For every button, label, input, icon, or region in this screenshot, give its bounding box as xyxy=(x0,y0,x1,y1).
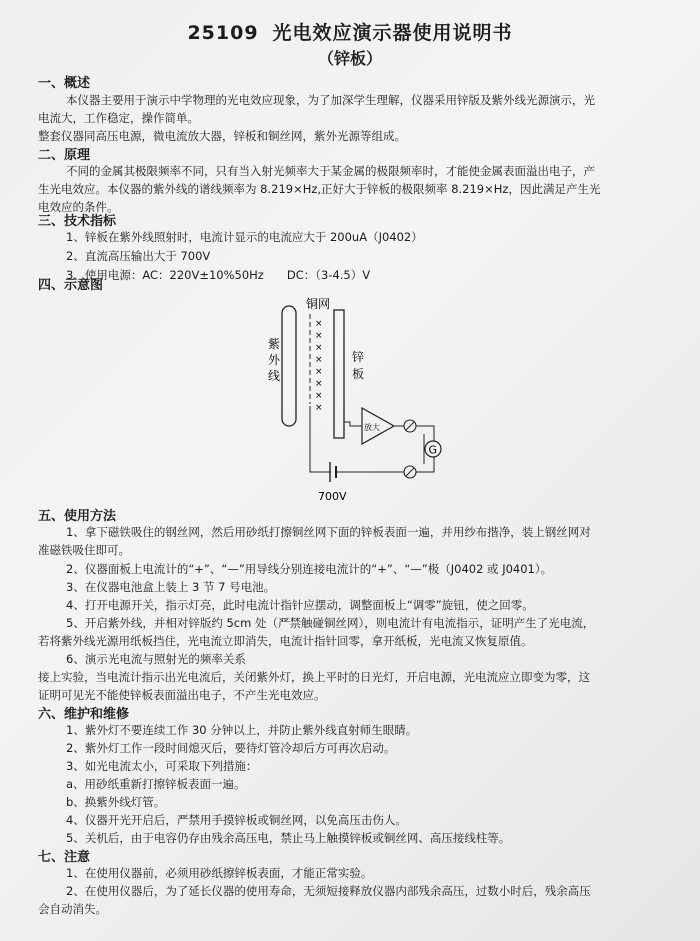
spec-line-2: 2、直流高压输出大于 700V xyxy=(66,249,211,263)
maintenance-line-5: b、换紫外线灯管。 xyxy=(66,795,166,809)
circuit-diagram xyxy=(240,296,460,508)
amplifier-label: 放大 xyxy=(364,423,380,432)
uv-label-char-1: 紫 xyxy=(268,337,281,351)
usage-line-8: 6、演示光电流与照射光的频率关系 xyxy=(66,652,246,666)
overview-line-3: 整套仪器同高压电源，微电流放大器，锌板和铜丝网，紫外光源等组成。 xyxy=(38,129,406,143)
heading-diagram: 四、示意图 xyxy=(38,278,104,293)
mesh-mark: × xyxy=(315,391,323,401)
mesh-mark: × xyxy=(315,331,323,341)
principle-line-1: 不同的金属其极限频率不同，只有当入射光频率大于某金属的极限频率时，才能使金属表面溢出电子，产 xyxy=(66,164,595,178)
heading-notes: 七、注意 xyxy=(38,850,91,865)
maintenance-line-4: a、用砂纸重新打擦锌板表面一遍。 xyxy=(66,777,246,791)
zinc-label-char-1: 锌 xyxy=(352,350,365,364)
spec-line-1: 1、锌板在紫外线照射时，电流计显示的电流应大于 200uA（J0402） xyxy=(66,230,423,244)
mesh-mark: × xyxy=(315,319,323,329)
uv-label-char-2: 外 xyxy=(268,353,281,367)
usage-line-4: 3、在仪器电池盒上装上 3 节 7 号电池。 xyxy=(66,580,276,594)
title-main: 光电效应演示器使用说明书 xyxy=(272,22,513,44)
maintenance-line-2: 2、紫外灯工作一段时间熄灭后，要待灯管冷却后方可再次启动。 xyxy=(66,741,396,755)
mesh-mark: × xyxy=(315,355,323,365)
mesh-mark: × xyxy=(315,343,323,353)
spec-line-3: 3、使用电源：AC：220V±10%50Hz DC：（3-4.5）V xyxy=(66,268,371,282)
mesh-mark: × xyxy=(315,379,323,389)
product-code: 25109 xyxy=(187,22,259,44)
wire-mesh-battery xyxy=(310,406,330,472)
voltage-label: 700V xyxy=(318,490,347,503)
principle-line-2: 生光电效应。本仪器的紫外线的谱线频率为 8.219×Hz,正好大于锌板的极限频率 8.219×Hz，因此满足产生光 xyxy=(38,182,601,196)
usage-line-3: 2、仪器面板上电流计的“+”、“—”用导线分别连接电流计的“+”、“—”极（J0402 或 J0401）。 xyxy=(66,562,553,576)
terminal-lower-slash xyxy=(406,468,414,476)
copper-mesh-label: 铜网 xyxy=(306,297,331,311)
heading-specs: 三、技术指标 xyxy=(38,214,117,229)
usage-line-2: 准磁铁吸住即可。 xyxy=(38,543,130,557)
heading-principle: 二、原理 xyxy=(38,148,91,163)
document-title xyxy=(0,18,700,45)
usage-line-6: 5、开启紫外线，并相对锌版约 5cm 处（严禁触碰铜丝网），则电流计有电流指示，证明产生了光电流， xyxy=(66,616,595,630)
maintenance-line-7: 5、关机后，由于电容仍存由残余高压电，禁止马上触摸锌板或铜丝网、高压接线柱等。 xyxy=(66,831,511,845)
heading-usage: 五、使用方法 xyxy=(38,509,117,524)
maintenance-line-3: 3、如光电流太小，可采取下列措施： xyxy=(66,759,258,773)
maintenance-line-1: 1、紫外灯不要连续工作 30 分钟以上，并防止紫外线直射师生眼睛。 xyxy=(66,723,418,737)
galvanometer-label: G xyxy=(428,443,438,457)
overview-line-1: 本仪器主要用于演示中学物理的光电效应现象，为了加深学生理解，仪器采用锌版及紫外线光源演示，光 xyxy=(66,93,595,107)
uv-label-char-3: 线 xyxy=(268,369,281,383)
mesh-mark: × xyxy=(315,403,323,413)
terminal-upper-slash xyxy=(406,422,414,430)
usage-line-9: 接上实验，当电流计指示出光电流后，关闭紫外灯，换上平时的日光灯，开启电源，光电流应立即变为零，这 xyxy=(38,670,590,684)
usage-line-5: 4、打开电源开关，指示灯亮，此时电流计指针应摆动，调整面板上“调零”旋钮，使之回零。 xyxy=(66,598,534,612)
notes-line-2: 2、在使用仪器后，为了延长仪器的使用寿命，无须短接释放仪器内部残余高压，过数小时后，残余高压 xyxy=(66,884,591,898)
zinc-label-char-2: 板 xyxy=(352,367,365,381)
mesh-mark: × xyxy=(315,367,323,377)
notes-line-3: 会自动消失。 xyxy=(38,902,107,916)
wire-zinc-amp xyxy=(344,422,362,426)
document-subtitle: （锌板） xyxy=(317,49,382,68)
overview-line-2: 电流大，工作稳定，操作简单。 xyxy=(38,111,199,125)
spacer xyxy=(410,410,436,420)
usage-line-7: 若将紫外线光源用纸板挡住，光电流立即消失，电流计指针回零，拿开纸板，光电流又恢复原值。 xyxy=(38,634,533,648)
zinc-plate xyxy=(334,310,344,438)
heading-overview: 一、概述 xyxy=(38,76,91,91)
usage-line-1: 1、拿下磁铁吸住的钢丝网，然后用砂纸打擦铜丝网下面的锌板表面一遍，并用纱布揩净，装上钢丝网对 xyxy=(66,525,591,539)
principle-line-3: 电效应的条件。 xyxy=(38,200,119,214)
heading-maintenance: 六、维护和维修 xyxy=(38,707,130,722)
usage-line-10: 证明可见光不能使锌板表面溢出电子，不产生光电效应。 xyxy=(38,688,326,702)
notes-line-1: 1、在使用仪器前，必须用砂纸擦锌板表面，才能正常实验。 xyxy=(66,866,373,880)
uv-lamp xyxy=(282,306,296,426)
maintenance-line-6: 4、仪器开光开启后，严禁用手摸锌板或铜丝网，以免高压击伤人。 xyxy=(66,813,407,827)
